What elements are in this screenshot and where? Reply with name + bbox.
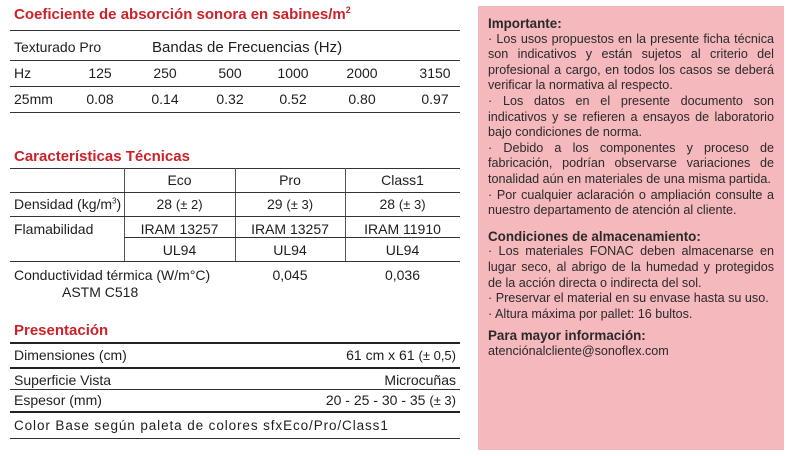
- density-label: [14, 196, 121, 212]
- storage-item: · Altura máxima por pallet: 16 bultos.: [488, 306, 693, 321]
- model-header: Class1: [381, 172, 424, 188]
- important-item: · Los usos propuestos en la presente ficha técnica son indicativos y están sujetos al criterio del profesional a cargo, en todos los casos se deberá verificar la normativa al respecto.: [488, 31, 774, 93]
- density-tolerance: (± 2): [175, 197, 203, 212]
- color-line: Color Base según paleta de colores sfxEco/Pro/Class1: [14, 418, 389, 433]
- density-cell: [345, 196, 460, 212]
- density-sup: 3: [112, 196, 117, 206]
- divider: [10, 30, 460, 31]
- conductivity-label: Conductividad térmica (W/m°C): [14, 267, 211, 283]
- model-header: Pro: [279, 172, 301, 188]
- divider: [10, 261, 460, 262]
- espesor-text: 20 - 25 - 30 - 35: [325, 392, 426, 408]
- divider: [10, 86, 460, 87]
- spacer: [488, 219, 774, 227]
- absorption-value: 0.32: [216, 91, 244, 107]
- divider: [10, 192, 460, 193]
- important-item: · Los datos en el presente documento son indicativos y se refieren a ensayos de laboratorio bajo condiciones de norma.: [488, 93, 774, 140]
- surface-value: Microcuñas: [384, 372, 456, 388]
- flammability-value: IRAM 13257: [140, 221, 219, 237]
- divider: [10, 438, 460, 439]
- absorption-value: 0.97: [421, 91, 449, 107]
- bands-label: Bandas de Frecuencias (Hz): [152, 39, 343, 56]
- divider: [10, 60, 460, 61]
- divider: [10, 389, 460, 390]
- espesor-tolerance: (± 3): [429, 393, 456, 408]
- freq-cell: 2000: [346, 65, 378, 81]
- density-tolerance: (± 3): [286, 197, 314, 212]
- density-label-text: Densidad (kg/m: [14, 196, 113, 212]
- density-cell: [235, 196, 345, 212]
- absorption-value: 0.14: [151, 91, 179, 107]
- flammability-value: IRAM 13257: [251, 221, 329, 237]
- absorption-title-sup: 2: [345, 5, 351, 15]
- conductivity-standard: ASTM C518: [62, 284, 139, 300]
- density-close: ): [116, 196, 122, 212]
- storage-item: · Los materiales FONAC deben almacenarse en lugar seco, al abrigo de la humedad y protegidos de la acción directa o indirecta del sol.: [488, 244, 774, 290]
- important-title: Importante:: [488, 16, 562, 31]
- divider: [10, 216, 460, 217]
- density-value: 28: [379, 196, 396, 212]
- espesor-label: Espesor (mm): [14, 392, 102, 408]
- presentation-title: Presentación: [14, 322, 109, 339]
- row-label-texturado: Texturado Pro: [14, 39, 102, 55]
- density-value: 28: [156, 196, 173, 212]
- freq-cell: 1000: [277, 65, 309, 81]
- dimensions-tolerance: (± 0,5): [418, 348, 456, 363]
- dimensions-value: [240, 347, 456, 363]
- storage-item: · Preservar el material en su envase hasta su uso.: [488, 291, 769, 306]
- absorption-value: 0.80: [348, 91, 376, 107]
- dimensions-label: Dimensiones (cm): [14, 347, 127, 363]
- flammability-value: IRAM 11910: [364, 221, 441, 237]
- density-tolerance: (± 3): [398, 197, 426, 212]
- spacer: [488, 322, 774, 326]
- thickness-label: 25mm: [14, 91, 53, 107]
- info-title: Para mayor información:: [488, 328, 646, 344]
- technical-title: Características Técnicas: [14, 148, 190, 165]
- conductivity-value: 0,036: [384, 267, 421, 283]
- density-cell: [124, 196, 235, 212]
- info-panel: [478, 6, 784, 450]
- absorption-value: 0.08: [86, 91, 114, 107]
- divider: [10, 112, 460, 113]
- flammability-label: Flamabilidad: [14, 221, 94, 237]
- espesor-value: [240, 392, 456, 408]
- freq-cell: 250: [153, 65, 177, 81]
- conductivity-value: 0,045: [272, 267, 308, 283]
- freq-cell: 3150: [419, 65, 451, 81]
- ul-value: UL94: [162, 242, 197, 258]
- absorption-value: 0.52: [279, 91, 307, 107]
- surface-label: Superficie Vista: [14, 372, 112, 388]
- freq-cell: 500: [218, 65, 242, 81]
- ul-value: UL94: [273, 242, 307, 258]
- divider: [10, 411, 460, 413]
- info-email[interactable]: atenciónalcliente@sonoflex.com: [488, 343, 669, 358]
- ul-value: UL94: [385, 242, 420, 258]
- storage-title: Condiciones de almacenamiento:: [488, 228, 701, 244]
- divider: [124, 237, 460, 238]
- divider: [10, 367, 460, 369]
- absorption-title: [14, 5, 351, 23]
- important-item: · Por cualquier aclaración o ampliación consulte a nuestro departamento de atención al cliente.: [488, 187, 774, 218]
- divider: [10, 342, 460, 344]
- model-header: Eco: [167, 172, 192, 188]
- density-value: 29: [266, 196, 283, 212]
- absorption-title-text: Coeficiente de absorción sonora en sabines/m: [14, 6, 346, 23]
- freq-cell: 125: [88, 65, 112, 81]
- important-item: · Debido a los componentes y proceso de fabricación, podrían observarse variaciones de tonalidad aún en materiales de una misma partida.: [488, 140, 774, 186]
- dimensions-text: 61 cm x 61: [346, 347, 415, 363]
- freq-label: Hz: [14, 65, 32, 81]
